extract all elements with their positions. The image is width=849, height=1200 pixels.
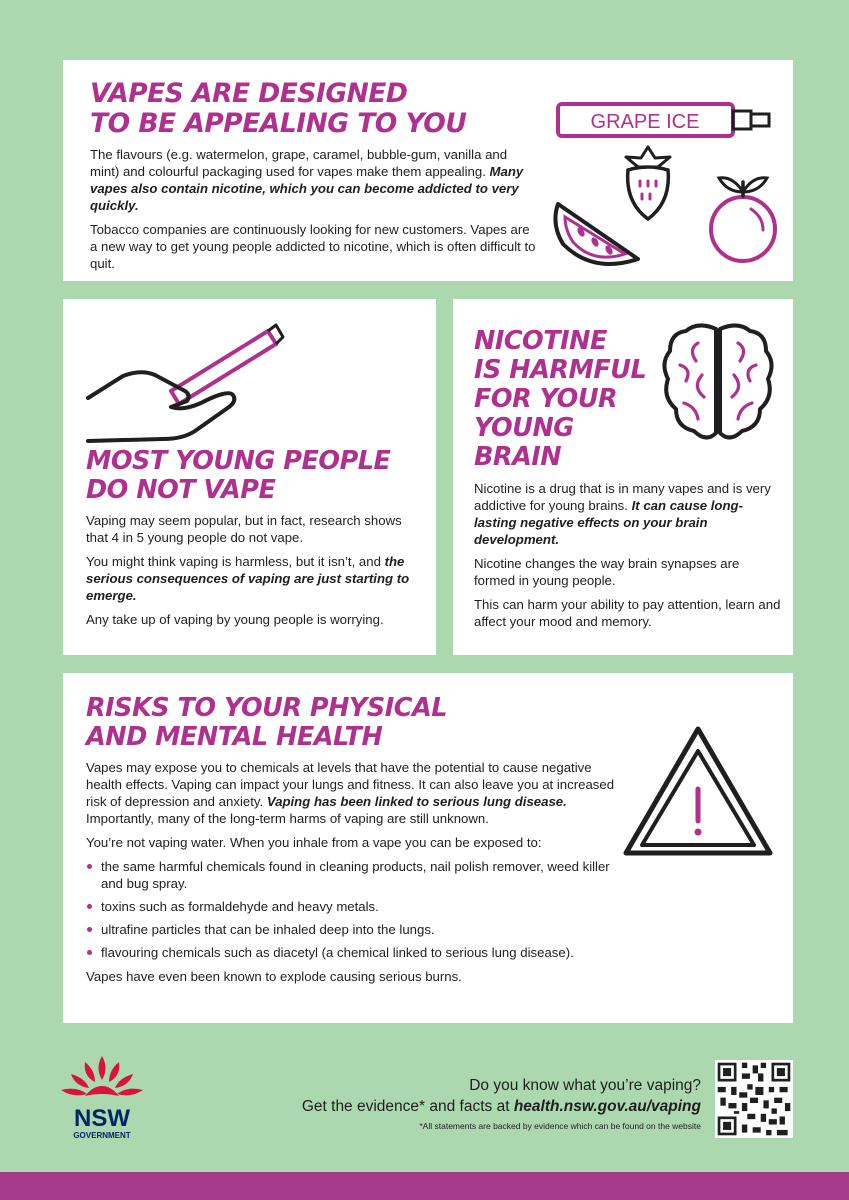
section-body-most-young-people <box>86 512 426 635</box>
bottom-bar <box>0 1172 849 1200</box>
section-title-most-young-people: MOST YOUNG PEOPLE DO NOT VAPE <box>86 446 391 505</box>
card-nicotine-harmful <box>453 299 793 655</box>
list-item: ultrafine particles that can be inhaled deep into the lungs. <box>86 921 626 938</box>
paragraph: Vaping may seem popular, but in fact, research shows that 4 in 5 young people do not vape. <box>86 513 402 545</box>
section-title-vapes-appealing: VAPES ARE DESIGNED TO BE APPEALING TO YOU <box>90 78 467 139</box>
vape-pen-icon <box>558 104 769 136</box>
footer-question: Do you know what you’re vaping? <box>469 1077 701 1094</box>
list-item: flavouring chemicals such as diacetyl (a chemical linked to serious lung disease). <box>86 944 626 961</box>
watermelon-icon <box>555 204 638 264</box>
list-item: the same harmful chemicals found in cleaning products, nail polish remover, weed killer and bug spray. <box>86 858 626 892</box>
section-title-nicotine-harmful: NICOTINE IS HARMFUL FOR YOUR YOUNG BRAIN <box>474 326 647 472</box>
vape-flavour-label: GRAPE ICE <box>590 111 700 133</box>
section-body-nicotine-harmful <box>474 480 784 637</box>
card-risks-health <box>63 673 793 1023</box>
paragraph: Nicotine changes the way brain synapses are formed in young people. <box>474 556 740 588</box>
footer-note: *All statements are backed by evidence which can be found on the website <box>419 1121 701 1131</box>
brain-icon <box>658 319 778 449</box>
hand-holding-vape-icon <box>83 313 293 443</box>
paragraph: You might think vaping is harmless, but it isn’t, and the serious consequences of vaping are just starting to emerge. <box>86 554 410 603</box>
website-link[interactable]: health.nsw.gov.au/vaping <box>513 1098 701 1115</box>
flavour-illustration <box>543 74 783 274</box>
paragraph: This can harm your ability to pay attention, learn and affect your mood and memory. <box>474 597 781 629</box>
logo-text-nsw: NSW <box>74 1105 130 1132</box>
strawberry-icon <box>626 147 670 219</box>
footer-callout <box>302 1075 701 1131</box>
section-body-risks-health <box>86 759 626 992</box>
waratah-flower-icon <box>55 1050 150 1145</box>
section-title-risks-health: RISKS TO YOUR PHYSICAL AND MENTAL HEALTH <box>86 693 447 752</box>
paragraph: The flavours (e.g. watermelon, grape, caramel, bubble-gum, vanilla and mint) and colourful packaging used for vapes make them appealing. Many vapes also contain nicotine, which you can become addicted to very quickly. <box>90 147 524 213</box>
paragraph: Vapes may expose you to chemicals at levels that have the potential to cause negative health effects. Vaping can impact your lungs and fitness. It can also leave you at increased risk of depression and anxiety. Vaping has been linked to serious lung disease. Importantly, many of the long-term harms of vaping are still unknown. <box>86 760 615 826</box>
grape-icon <box>711 178 775 261</box>
paragraph: Nicotine is a drug that is in many vapes and is very addictive for young brains. It can cause long-lasting negative effects on your brain development. <box>474 481 771 547</box>
nsw-government-logo <box>55 1050 150 1145</box>
footer-evidence-line: Get the evidence* and facts at health.nsw.gov.au/vaping <box>301 1098 701 1115</box>
paragraph: You’re not vaping water. When you inhale from a vape you can be exposed to: <box>86 835 542 850</box>
list-item: toxins such as formaldehyde and heavy metals. <box>86 898 626 915</box>
section-body-vapes-appealing <box>90 146 540 279</box>
qr-code-icon[interactable] <box>715 1060 793 1138</box>
warning-triangle-icon <box>618 721 778 861</box>
card-most-young-people <box>63 299 436 655</box>
paragraph: Any take up of vaping by young people is worrying. <box>86 612 384 627</box>
paragraph: Vapes have even been known to explode causing serious burns. <box>86 969 462 984</box>
logo-text-government: GOVERNMENT <box>73 1131 131 1140</box>
card-vapes-appealing <box>63 60 793 281</box>
exposure-list <box>86 858 626 961</box>
paragraph: Tobacco companies are continuously looking for new customers. Vapes are a new way to get young people addicted to nicotine, which is often difficult to quit. <box>90 222 536 271</box>
